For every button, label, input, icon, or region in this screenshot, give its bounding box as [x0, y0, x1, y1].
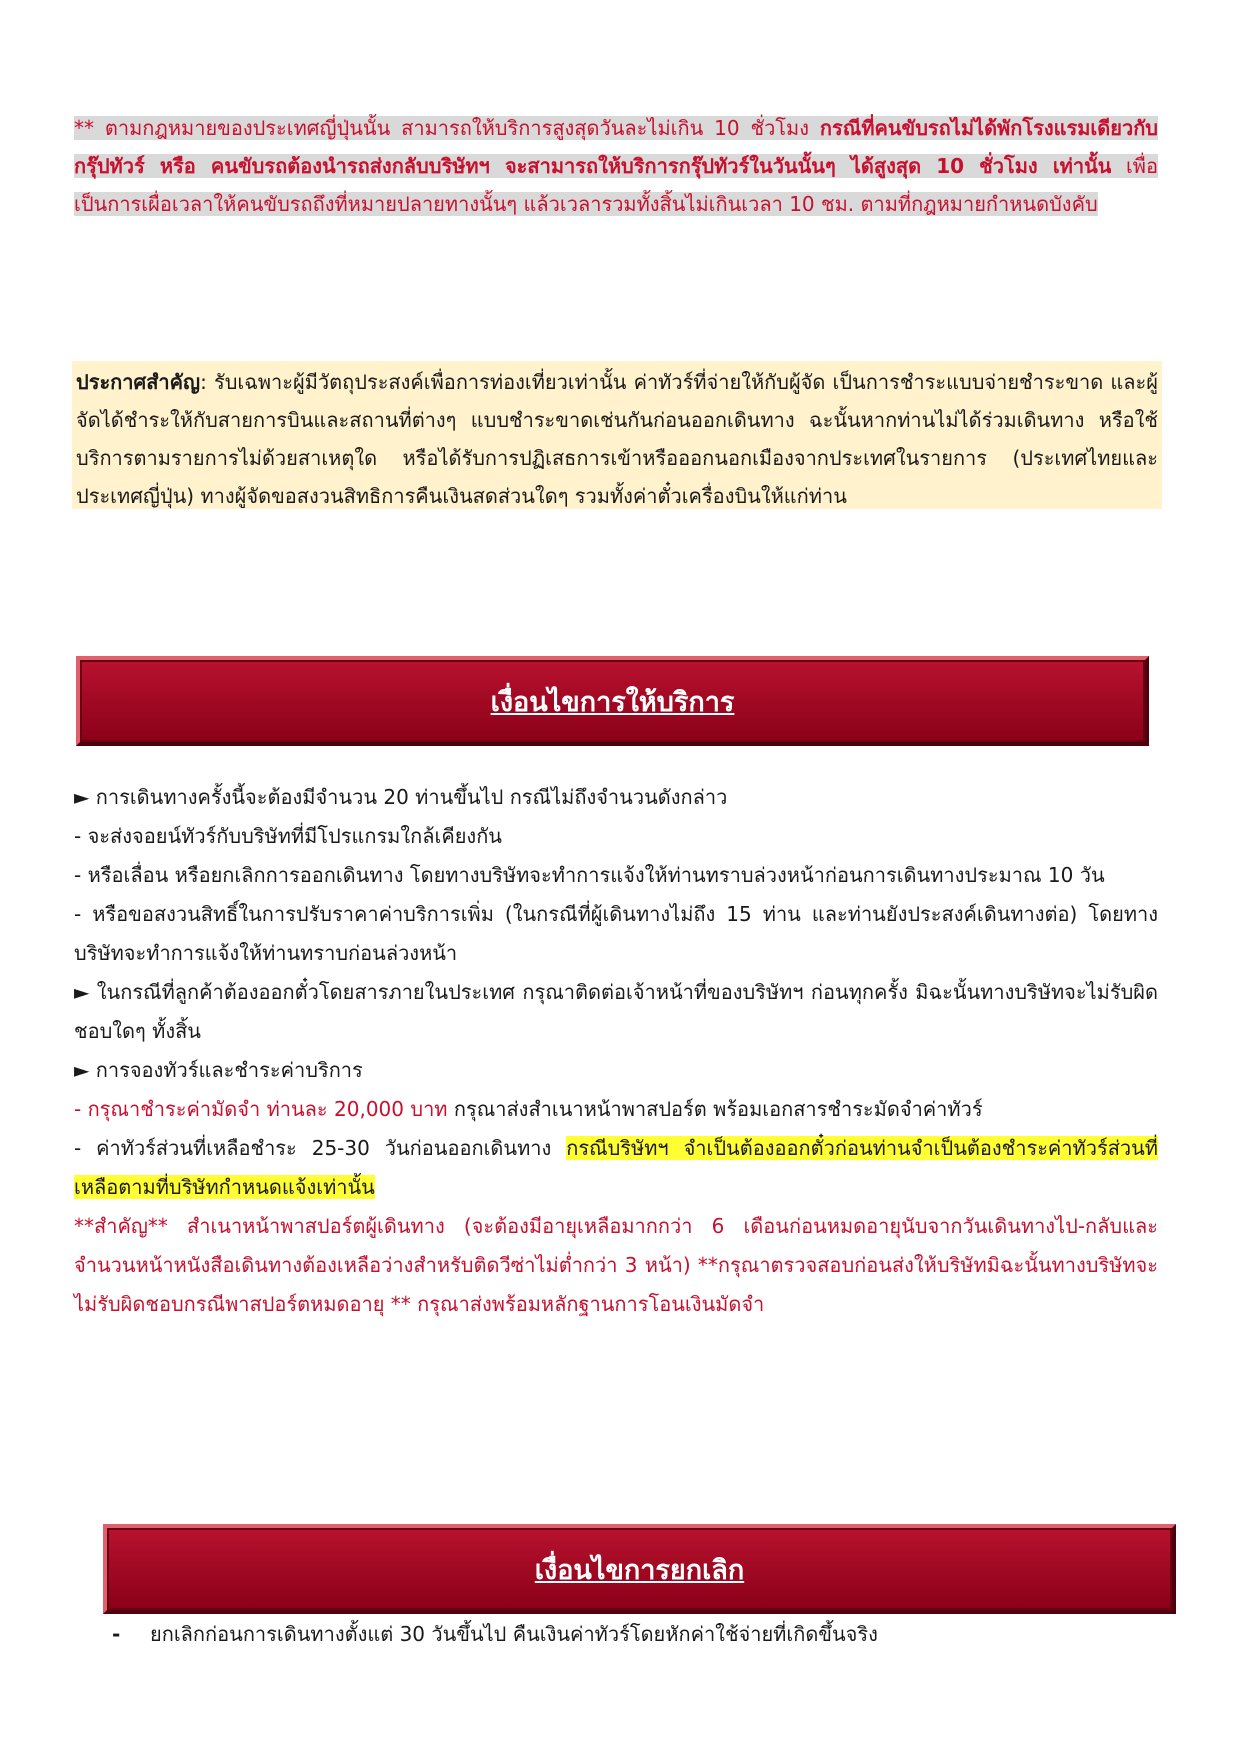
law-note-part1: ** ตามกฎหมายของประเทศญี่ปุ่นนั้น สามารถให้บริการสูงสุดวันละไม่เกิน 10 ชั่วโมง	[74, 116, 820, 140]
service-line-minimum: ► การเดินทางครั้งนี้จะต้องมีจำนวน 20 ท่านขึ้นไป กรณีไม่ถึงจำนวนดังกล่าว	[74, 785, 728, 809]
service-line-join-tour: - จะส่งจอยน์ทัวร์กับบริษัทที่มีโปรแกรมใกล้เคียงกัน	[74, 824, 502, 848]
service-line-booking-heading: ► การจองทัวร์และชำระค่าบริการ	[74, 1058, 363, 1082]
notice-text: : รับเฉพาะผู้มีวัตถุประสงค์เพื่อการท่องเที่ยวเท่านั้น ค่าทัวร์ที่จ่ายให้กับผู้จัด เป็นการชำระแบบจ่ายชำระขาด และผู้จัดได้ชำระให้กับสายการบินและสถานที่ต่างๆ แบบชำระขาดเช่นกันก่อนออกเดินทาง ฉะนั้นหากท่านไม่ได้ร่วมเดินทาง หรือใช้บริการตามรายการไม่ด้วยสาเหตุใด หรือได้รับการปฏิเสธการเข้าหรือออกนอกเมืองจากประเทศในรายการ (ประเทศไทยและประเทศญี่ปุ่น) ทางผู้จัดขอสงวนสิทธิการคืนเงินสดส่วนใดๆ รวมทั้งค่าตั๋วเครื่องบินให้แก่ท่าน	[76, 370, 1158, 508]
law-note-part3: เพื่อเป็นการเผื่อเวลาให้คนขับรถถึงที่หมายปลายทางนั้นๆ แล้วเวลารวมทั้งสิ้นไม่เกินเวลา 10 ชม. ตามที่กฎหมายกำหนดบังคับ	[74, 154, 1158, 216]
service-line-price-adjust: - หรือขอสงวนสิทธิ์ในการปรับราคาค่าบริการเพิ่ม (ในกรณีที่ผู้เดินทางไม่ถึง 15 ท่าน และท่านยังประสงค์เดินทางต่อ) โดยทางบริษัทจะทำการแจ้งให้ท่านทราบก่อนล่วงหน้า	[74, 902, 1158, 965]
cancellation-item	[112, 1616, 878, 1652]
service-line-domestic-ticket: ► ในกรณีที่ลูกค้าต้องออกตั๋วโดยสารภายในประเทศ กรุณาติดต่อเจ้าหน้าที่ของบริษัทฯ ก่อนทุกครั้ง มิฉะนั้นทางบริษัทจะไม่รับผิดชอบใดๆ ทั้งสิ้น	[74, 980, 1158, 1043]
balance-highlight-text: กรณีบริษัทฯ จำเป็นต้องออกตั๋วก่อนท่านจำเป็นต้องชำระค่าทัวร์ส่วนที่เหลือตามที่บริษัทกำหนดแจ้งเท่านั้น	[74, 1136, 1158, 1199]
important-notice-paragraph	[76, 363, 1158, 515]
service-conditions-list	[74, 778, 1158, 1324]
service-line-deposit	[74, 1090, 1158, 1129]
cancellation-conditions-title: เงื่อนไขการยกเลิก	[534, 1554, 745, 1586]
cancellation-bullet: -	[112, 1622, 121, 1646]
service-conditions-banner	[76, 656, 1149, 746]
service-line-postpone: - หรือเลื่อน หรือยกเลิกการออกเดินทาง โดยทางบริษัทจะทำการแจ้งให้ท่านทราบล่วงหน้าก่อนการเดินทางประมาณ 10 วัน	[74, 863, 1105, 887]
service-line-balance	[74, 1129, 1158, 1207]
balance-due-text: - ค่าทัวร์ส่วนที่เหลือชำระ 25-30 วันก่อนออกเดินทาง	[74, 1136, 567, 1160]
deposit-amount-text: - กรุณาชำระค่ามัดจำ ท่านละ 20,000 บาท	[74, 1097, 448, 1121]
law-note-driver-rule: กรณีที่คนขับรถไม่ได้พักโรงแรมเดียวกับกรุ๊ปทัวร์ หรือ คนขับรถต้องนำรถส่งกลับบริษัทฯ จะสามารถให้บริการกรุ๊ปทัวร์ในวันนั้นๆ ได้สูงสุด 10 ชั่วโมง เท่านั้น	[74, 116, 1158, 178]
service-conditions-title: เงื่อนไขการให้บริการ	[490, 686, 735, 718]
deposit-passport-text: กรุณาส่งสำเนาหน้าพาสปอร์ต พร้อมเอกสารชำระมัดจำค่าทัวร์	[447, 1097, 983, 1121]
cancellation-item-text: ยกเลิกก่อนการเดินทางตั้งแต่ 30 วันขึ้นไป คืนเงินค่าทัวร์โดยหักค่าใช้จ่ายที่เกิดขึ้นจริง	[150, 1622, 878, 1646]
law-note-paragraph	[74, 109, 1158, 223]
cancellation-conditions-banner	[103, 1524, 1176, 1614]
notice-label: ประกาศสำคัญ	[76, 370, 201, 394]
service-line-passport-important: **สำคัญ** สำเนาหน้าพาสปอร์ตผู้เดินทาง (จะต้องมีอายุเหลือมากกว่า 6 เดือนก่อนหมดอายุนับจากวันเดินทางไป-กลับและจำนวนหน้าหนังสือเดินทางต้องเหลือว่างสำหรับติดวีซ่าไม่ต่ำกว่า 3 หน้า) **กรุณาตรวจสอบก่อนส่งให้บริษัทมิฉะนั้นทางบริษัทจะไม่รับผิดชอบกรณีพาสปอร์ตหมดอายุ ** กรุณาส่งพร้อมหลักฐานการโอนเงินมัดจำ	[74, 1214, 1158, 1316]
